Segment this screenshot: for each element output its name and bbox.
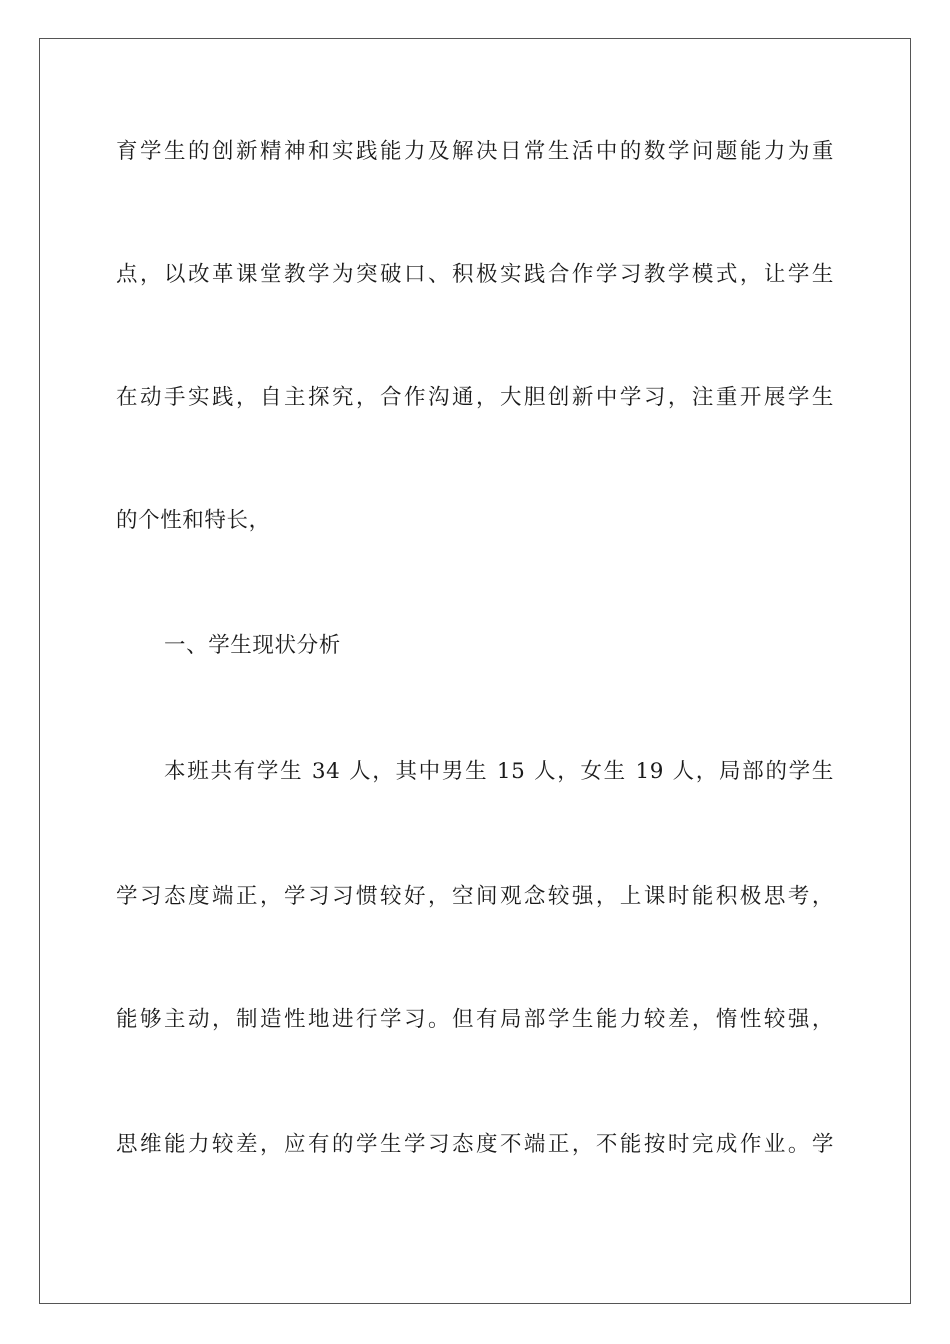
paragraph-line-1: 育学生的创新精神和实践能力及解决日常生活中的数学问题能力为重 [116, 139, 834, 164]
paragraph-line-3: 在动手实践，自主探究，合作沟通，大胆创新中学习，注重开展学生 [116, 385, 834, 410]
section-line-3: 能够主动，制造性地进行学习。但有局部学生能力较差，惰性较强， [116, 1007, 834, 1032]
section-line-2: 学习态度端正，学习习惯较好，空间观念较强，上课时能积极思考， [116, 884, 834, 909]
paragraph-line-2: 点，以改革课堂教学为突破口、积极实践合作学习教学模式，让学生 [116, 262, 834, 287]
section-line-4: 思维能力较差，应有的学生学习态度不端正，不能按时完成作业。学 [116, 1132, 834, 1157]
section-heading: 一、学生现状分析 [164, 633, 341, 658]
section-line-1: 本班共有学生 34 人，其中男生 15 人，女生 19 人，局部的学生 [164, 759, 834, 784]
paragraph-line-4: 的个性和特长， [116, 508, 271, 533]
page-border [39, 38, 911, 1304]
